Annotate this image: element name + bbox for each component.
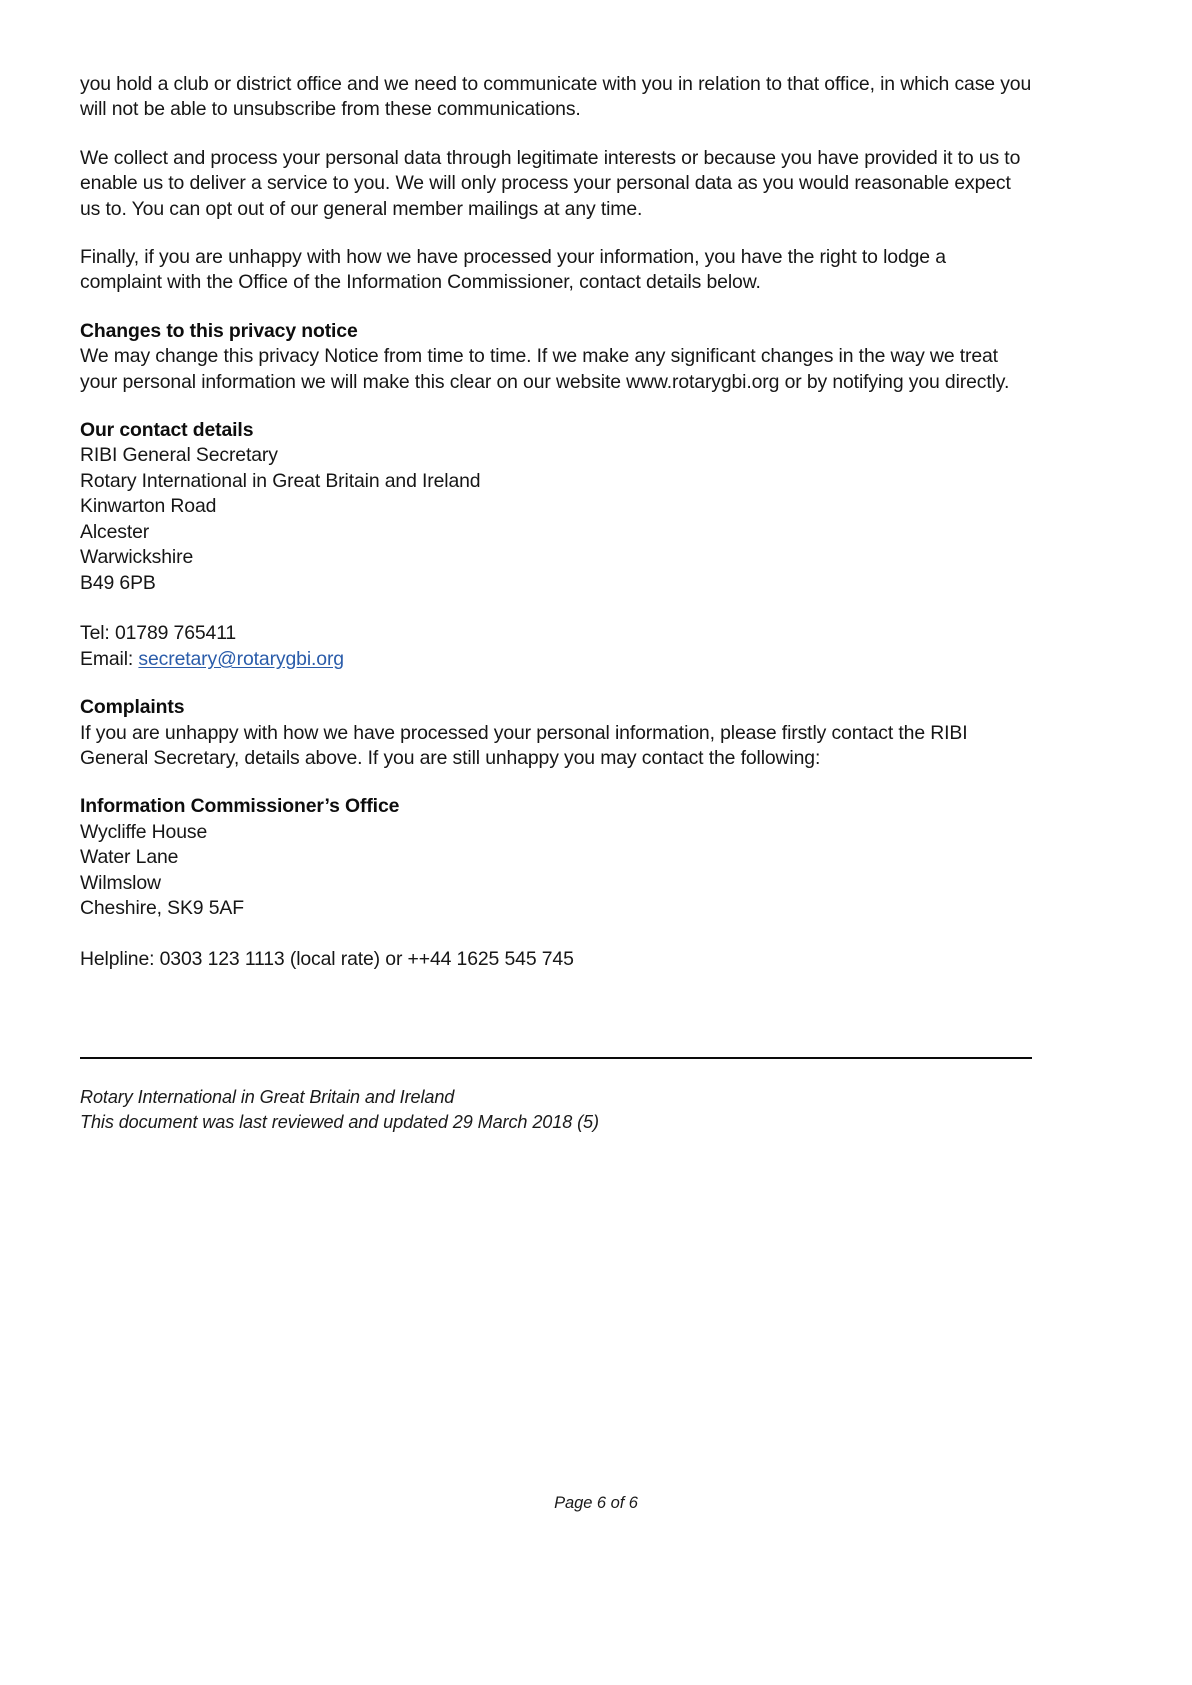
contact-email-row: [80, 647, 1032, 672]
ico-spacer: [80, 921, 1032, 946]
document-body: [80, 72, 1032, 995]
contact-spacer: [80, 596, 1032, 621]
footer-organisation: Rotary International in Great Britain and Ireland: [80, 1087, 455, 1107]
footer-divider: [80, 1057, 1032, 1059]
email-link[interactable]: secretary@rotarygbi.org: [138, 647, 344, 670]
email-label: Email:: [80, 647, 139, 670]
contact-line-town: Alcester: [80, 520, 150, 543]
section-changes-to-privacy-notice: [80, 319, 1032, 395]
page-number: Page 6 of 6: [554, 1494, 638, 1512]
section-information-commissioners-office: [80, 794, 1032, 972]
paragraph-data-collection: We collect and process your personal data through legitimate interests or because you have provided it to us to enable us to deliver a service to you. We will only process your personal data as you would reasonable expect us to. You can opt out of our general member mailings at any time.: [80, 146, 1021, 220]
contact-line-role: RIBI General Secretary: [80, 444, 278, 467]
contact-line-street: Kinwarton Road: [80, 495, 217, 518]
ico-line-street: Water Lane: [80, 846, 179, 869]
contact-line-postcode: B49 6PB: [80, 571, 156, 594]
heading-information-commissioners-office: Information Commissioner’s Office: [80, 795, 400, 818]
footer-revision: This document was last reviewed and updated 29 March 2018 (5): [80, 1112, 599, 1133]
paragraph-changes-body: We may change this privacy Notice from time to time. If we make any significant changes in the way we treat your personal information we will make this clear on our website www.rotarygbi.org or by notifying you directly.: [80, 345, 1010, 393]
ico-line-county-postcode: Cheshire, SK9 5AF: [80, 896, 244, 919]
ico-helpline: Helpline: 0303 123 1113 (local rate) or ++44 1625 545 745: [80, 947, 574, 970]
paragraph-complaint-right: Finally, if you are unhappy with how we have processed your information, you have the right to lodge a complaint with the Office of the Information Commissioner, contact details below.: [80, 246, 946, 294]
contact-telephone: Tel: 01789 765411: [80, 622, 237, 645]
contact-line-county: Warwickshire: [80, 546, 194, 569]
heading-changes-to-privacy-notice: Changes to this privacy notice: [80, 319, 358, 342]
ico-line-building: Wycliffe House: [80, 820, 208, 843]
heading-our-contact-details: Our contact details: [80, 419, 254, 442]
section-our-contact-details: [80, 418, 1032, 672]
contact-line-organisation: Rotary International in Great Britain and Ireland: [80, 469, 481, 492]
ico-line-town: Wilmslow: [80, 871, 161, 894]
paragraph-continuation: you hold a club or district office and we need to communicate with you in relation to that office, in which case you will not be able to unsubscribe from these communications.: [80, 73, 1032, 121]
paragraph-complaints-body: If you are unhappy with how we have processed your personal information, please firstly contact the RIBI General Secretary, details above. If you are still unhappy you may contact the following:: [80, 721, 968, 769]
section-complaints: [80, 695, 1032, 771]
footer-note: [80, 1085, 1032, 1135]
heading-complaints: Complaints: [80, 696, 185, 719]
